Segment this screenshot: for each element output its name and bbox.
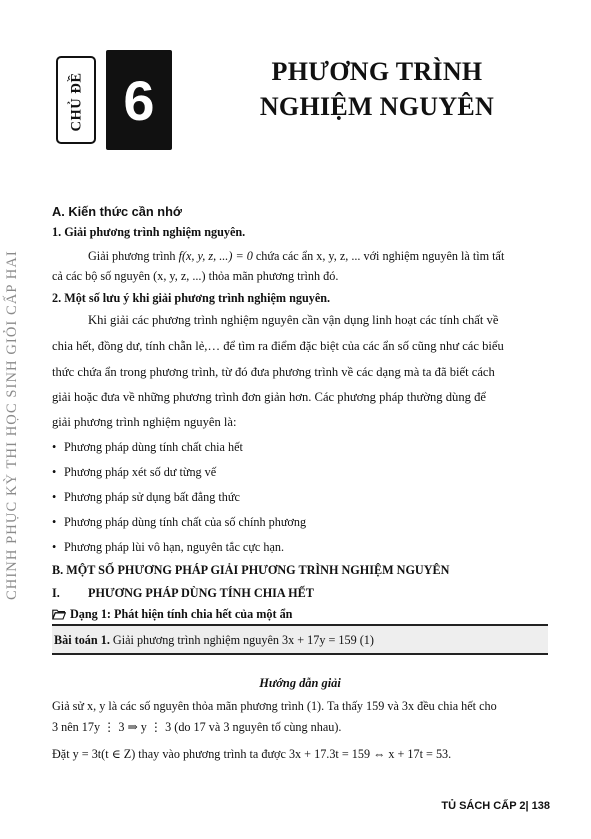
guide-line-2: 3 nên 17y ⋮ 3 ⇒ y ⋮ 3 (do 17 và 3 nguyên tố cùng nhau). <box>52 720 342 734</box>
sidebar-series-text: CHINH PHỤC KỲ THI HỌC SINH GIỎI CẤP HAI <box>4 250 20 600</box>
item2-heading: 2. Một số lưu ý khi giải phương trình nghiệm nguyên. <box>52 291 331 305</box>
page-footer: TỦ SÁCH CẤP 2| 138 <box>441 800 550 812</box>
guide-title: Hướng dẫn giải <box>259 676 341 690</box>
roman-i-heading: PHƯƠNG PHÁP DÙNG TÍNH CHIA HẾT <box>88 586 314 600</box>
folder-icon <box>52 609 66 620</box>
chapter-title <box>212 54 542 124</box>
bullet-item: • Phương pháp dùng tính chất chia hết <box>52 440 243 454</box>
guide-line-1: Giả sử x, y là các số nguyên thỏa mãn phương trình (1). Ta thấy 159 và 3x đều chia hết cho <box>52 699 497 713</box>
bullet-item: • Phương pháp lùi vô hạn, nguyên tắc cực hạn. <box>52 540 285 554</box>
section-b-heading: B. MỘT SỐ PHƯƠNG PHÁP GIẢI PHƯƠNG TRÌNH NGHIỆM NGUYÊN <box>52 563 450 577</box>
item1-para-line-1: Giải phương trình f(x, y, z, ...) = 0 chứa các ẩn x, y, z, ... với nghiệm nguyên là tìm tất <box>88 249 505 263</box>
roman-i-label: I. <box>52 586 60 600</box>
chapter-title-line-2: NGHIỆM NGUYÊN <box>259 92 495 121</box>
item1-heading: 1. Giải phương trình nghiệm nguyên. <box>52 225 246 239</box>
bullet-item: • Phương pháp dùng tính chất của số chính phương <box>52 515 307 529</box>
chapter-title-line-1: PHƯƠNG TRÌNH <box>271 57 483 86</box>
chapter-number: 6 <box>123 68 155 132</box>
chude-box <box>56 56 96 144</box>
problem-text: Giải phương trình nghiệm nguyên 3x + 17y = 159 (1) <box>109 633 374 647</box>
problem-label: Bài toán 1. <box>54 633 110 647</box>
problem-box <box>52 624 548 655</box>
item2-para-line-4: giải hoặc đưa về những phương trình đơn giản hơn. Các phương pháp thường dùng để <box>52 390 486 404</box>
dang1-heading: Dạng 1: Phát hiện tính chia hết của một ẩn <box>52 607 292 622</box>
problem-statement <box>54 633 374 648</box>
item1-para-line-2: cả các bộ số nguyên (x, y, z, ...) thỏa mãn phương trình đó. <box>52 269 339 283</box>
chapter-number-box <box>106 50 172 150</box>
item2-para-line-1: Khi giải các phương trình nghiệm nguyên cần vận dụng linh hoạt các tính chất về <box>88 313 499 327</box>
item2-para-line-2: chia hết, đồng dư, tính chẵn lẻ,… để tìm ra điểm đặc biệt của các ẩn số cũng như các biểu <box>52 339 504 353</box>
item2-para-line-3: thức chứa ẩn trong phương trình, từ đó đưa phương trình về các dạng mà ta đã biết cách <box>52 365 495 379</box>
bullet-item: • Phương pháp xét số dư từng vế <box>52 465 217 479</box>
item2-para-line-5: giải phương trình nghiệm nguyên là: <box>52 415 237 429</box>
chude-label: CHỦ ĐỀ <box>68 72 85 132</box>
formula-f: f(x, y, z, ...) = 0 <box>178 249 253 263</box>
guide-line-3: Đặt y = 3t(t ∈ Z) thay vào phương trình ta được 3x + 17.3t = 159 ⇔ x + 17t = 53. <box>52 747 452 761</box>
bullet-item: • Phương pháp sử dụng bất đẳng thức <box>52 490 240 504</box>
section-a-heading: A. Kiến thức cần nhớ <box>52 204 182 219</box>
